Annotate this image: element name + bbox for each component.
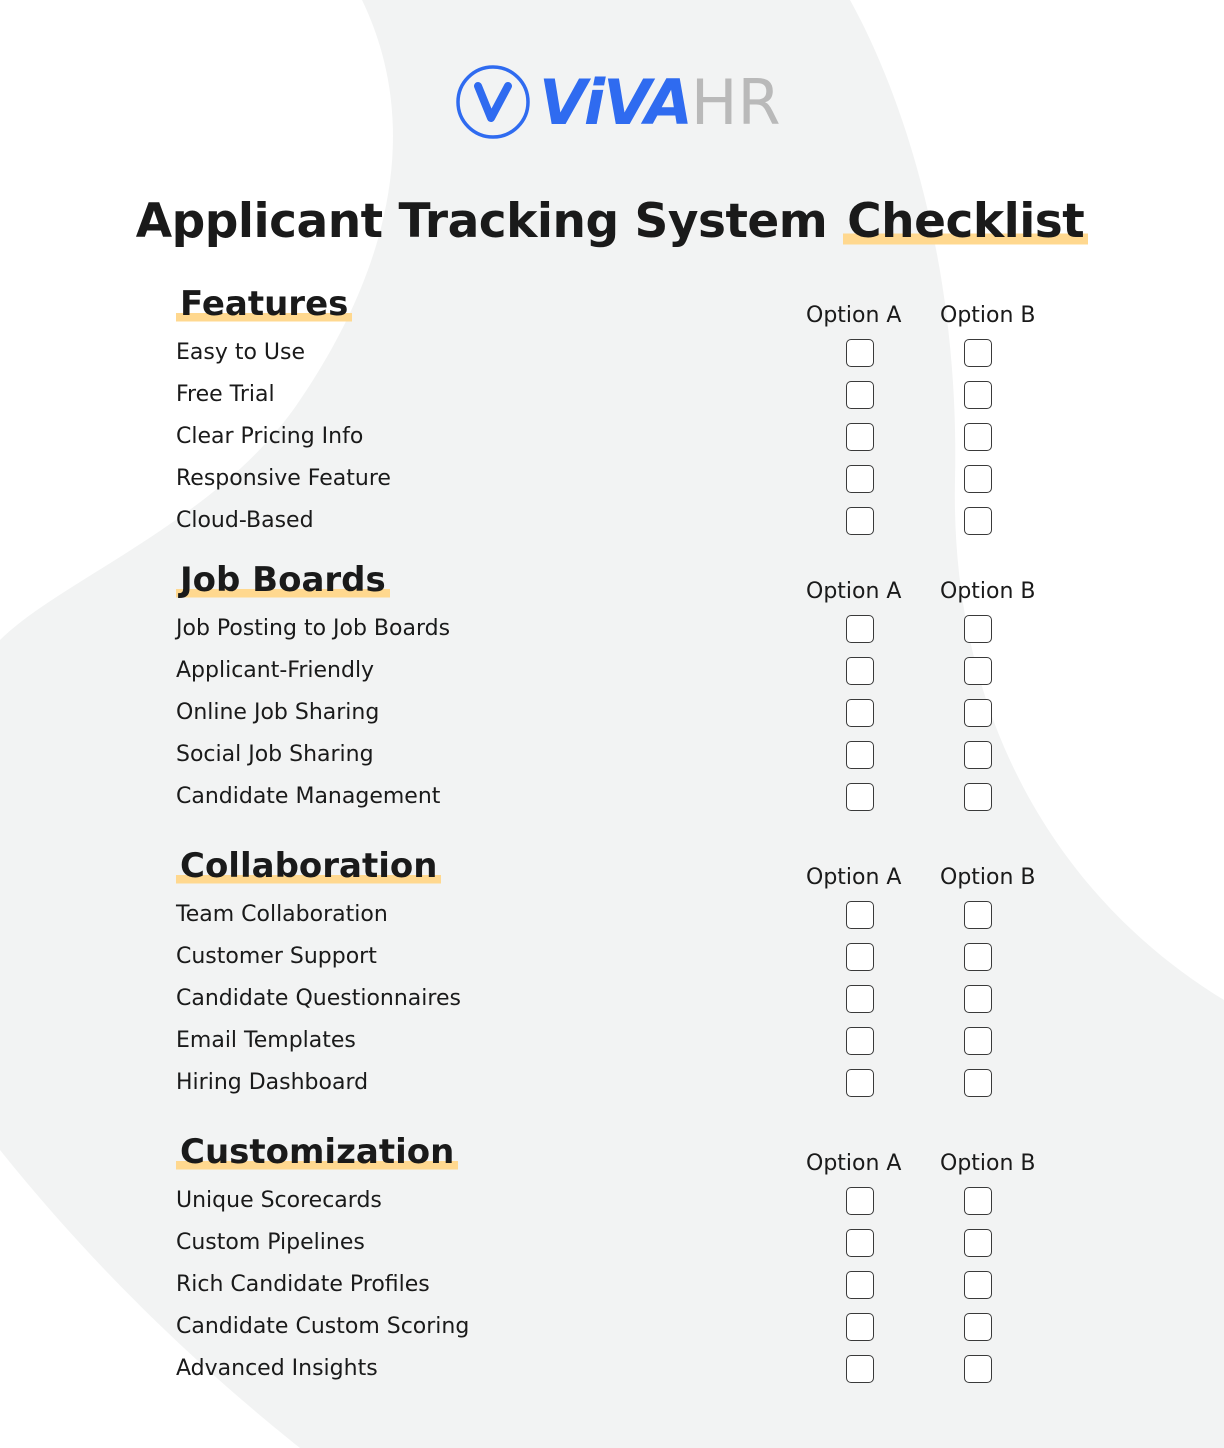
option-b-header: Option B [940, 579, 1036, 604]
option-b-checkbox[interactable] [964, 1187, 992, 1215]
option-a-checkbox[interactable] [846, 339, 874, 367]
option-a-checkbox[interactable] [846, 699, 874, 727]
option-a-checkbox[interactable] [846, 985, 874, 1013]
checklist-rows [176, 614, 1056, 824]
checklist-row [176, 782, 1056, 824]
checklist-row [176, 614, 1056, 656]
row-label: Applicant-Friendly [176, 658, 375, 683]
option-a-checkbox[interactable] [846, 1355, 874, 1383]
option-a-checkbox[interactable] [846, 1187, 874, 1215]
checklist-rows [176, 338, 1056, 548]
row-label: Candidate Management [176, 784, 441, 809]
checklist-row [176, 422, 1056, 464]
section-title: Job Boards [176, 558, 390, 602]
option-a-header: Option A [806, 579, 902, 604]
option-a-header: Option A [806, 303, 902, 328]
checklist-row [176, 698, 1056, 740]
section-title: Customization [176, 1130, 458, 1174]
logo-wordmark [539, 66, 781, 139]
row-label: Online Job Sharing [176, 700, 380, 725]
option-a-header: Option A [806, 1151, 902, 1176]
section-title: Features [176, 282, 352, 326]
option-a-checkbox[interactable] [846, 657, 874, 685]
option-b-checkbox[interactable] [964, 741, 992, 769]
checklist-row [176, 984, 1056, 1026]
checklist-rows [176, 900, 1056, 1110]
option-a-checkbox[interactable] [846, 943, 874, 971]
option-b-header: Option B [940, 865, 1036, 890]
option-a-checkbox[interactable] [846, 1027, 874, 1055]
row-label: Email Templates [176, 1028, 356, 1053]
section-title: Collaboration [176, 844, 441, 888]
row-label: Rich Candidate Profiles [176, 1272, 430, 1297]
option-b-header: Option B [940, 303, 1036, 328]
option-b-checkbox[interactable] [964, 615, 992, 643]
option-a-checkbox[interactable] [846, 615, 874, 643]
checklist-row [176, 1270, 1056, 1312]
option-b-checkbox[interactable] [964, 507, 992, 535]
option-b-checkbox[interactable] [964, 1271, 992, 1299]
option-b-checkbox[interactable] [964, 699, 992, 727]
option-b-checkbox[interactable] [964, 1313, 992, 1341]
option-b-header: Option B [940, 1151, 1036, 1176]
option-b-checkbox[interactable] [964, 901, 992, 929]
logo-wordmark-main: ViVA [539, 66, 691, 139]
checklist-row [176, 464, 1056, 506]
row-label: Cloud-Based [176, 508, 314, 533]
option-a-checkbox[interactable] [846, 783, 874, 811]
option-a-checkbox[interactable] [846, 901, 874, 929]
option-a-checkbox[interactable] [846, 1313, 874, 1341]
v-circle-logo-icon [455, 64, 531, 140]
row-label: Unique Scorecards [176, 1188, 382, 1213]
checklist-row [176, 338, 1056, 380]
checklist-row [176, 740, 1056, 782]
option-a-checkbox[interactable] [846, 741, 874, 769]
checklist-row [176, 1186, 1056, 1228]
row-label: Customer Support [176, 944, 377, 969]
row-label: Social Job Sharing [176, 742, 374, 767]
option-a-checkbox[interactable] [846, 1271, 874, 1299]
checklist-row [176, 380, 1056, 422]
checklist-row [176, 506, 1056, 548]
option-b-checkbox[interactable] [964, 423, 992, 451]
checklist-row [176, 1026, 1056, 1068]
option-b-checkbox[interactable] [964, 657, 992, 685]
row-label: Easy to Use [176, 340, 306, 365]
option-b-checkbox[interactable] [964, 1355, 992, 1383]
option-b-checkbox[interactable] [964, 1027, 992, 1055]
row-label: Team Collaboration [176, 902, 388, 927]
option-b-checkbox[interactable] [964, 1069, 992, 1097]
checklist-row [176, 1312, 1056, 1354]
option-b-checkbox[interactable] [964, 339, 992, 367]
checklist-row [176, 1354, 1056, 1396]
option-a-header: Option A [806, 865, 902, 890]
row-label: Hiring Dashboard [176, 1070, 369, 1095]
checklist-row [176, 942, 1056, 984]
brand-logo [455, 64, 781, 144]
row-label: Clear Pricing Info [176, 424, 364, 449]
row-label: Responsive Feature [176, 466, 391, 491]
checklist-rows [176, 1186, 1056, 1396]
option-a-checkbox[interactable] [846, 423, 874, 451]
row-label: Candidate Custom Scoring [176, 1314, 470, 1339]
checklist-row [176, 656, 1056, 698]
option-b-checkbox[interactable] [964, 985, 992, 1013]
option-a-checkbox[interactable] [846, 1229, 874, 1257]
option-a-checkbox[interactable] [846, 1069, 874, 1097]
page-title-main: Applicant Tracking System [135, 194, 828, 249]
row-label: Job Posting to Job Boards [176, 616, 451, 641]
row-label: Free Trial [176, 382, 275, 407]
option-a-checkbox[interactable] [846, 507, 874, 535]
option-a-checkbox[interactable] [846, 381, 874, 409]
row-label: Custom Pipelines [176, 1230, 365, 1255]
option-b-checkbox[interactable] [964, 381, 992, 409]
page-title-highlight: Checklist [843, 194, 1088, 249]
option-b-checkbox[interactable] [964, 783, 992, 811]
option-b-checkbox[interactable] [964, 1229, 992, 1257]
page-title [0, 190, 1224, 254]
option-b-checkbox[interactable] [964, 943, 992, 971]
option-b-checkbox[interactable] [964, 465, 992, 493]
row-label: Candidate Questionnaires [176, 986, 461, 1011]
checklist-row [176, 1068, 1056, 1110]
logo-wordmark-suffix: HR [690, 66, 781, 139]
option-a-checkbox[interactable] [846, 465, 874, 493]
row-label: Advanced Insights [176, 1356, 378, 1381]
checklist-row [176, 900, 1056, 942]
checklist-row [176, 1228, 1056, 1270]
